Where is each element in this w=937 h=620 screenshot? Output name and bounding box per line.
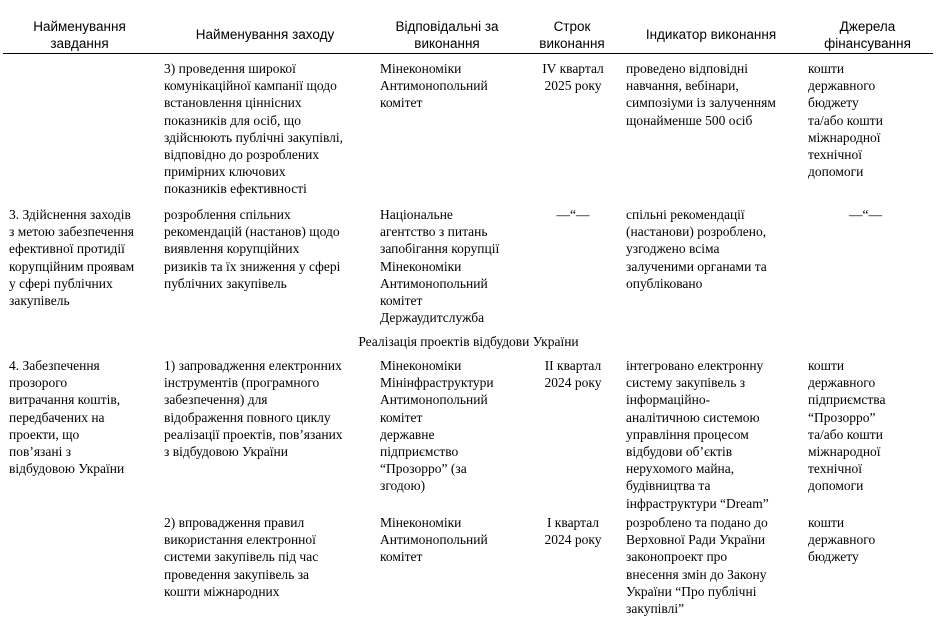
- row3-funding: кошти державного підприємства “Прозорро” та/або кошти міжнародної технічної допомоги: [808, 358, 886, 494]
- header-rule: [3, 53, 933, 54]
- header-funding: Джерела фінансування: [824, 19, 911, 51]
- row1-measure: 3) проведення широкої комунікаційної кампанії щодо встановлення ціннісних показників для осіб, що здійснюють публічні закупівлі, відповідно до розроблених примірних ключових показників ефективності: [164, 61, 344, 197]
- row3-deadline: II квартал 2024 року: [544, 358, 602, 391]
- section-title: Реалізація проектів відбудови України: [358, 334, 579, 349]
- row1-funding: кошти державного бюджету та/або кошти міжнародної технічної допомоги: [808, 61, 883, 180]
- row4-deadline: I квартал 2024 року: [544, 515, 602, 548]
- row2-indicator: спільні рекомендації (настанови) розроблено, узгоджено всіма залученими органами та опубліковано: [626, 207, 767, 291]
- row4-funding: кошти державного бюджету: [808, 515, 876, 565]
- header-measure: Найменування заходу: [195, 27, 335, 42]
- row3-task: 4. Забезпечення прозорого витрачання коштів, передбачених на проекти, що пов’язані з відбудовою України: [9, 358, 125, 477]
- row2-responsible: Національне агентство з питань запобігання корупції Мінекономіки Антимонопольний комітет Держаудитслужба: [380, 207, 500, 326]
- header-deadline: Строк виконання: [539, 19, 605, 51]
- row2-deadline: —“—: [556, 207, 590, 222]
- row2-funding: —“—: [849, 207, 882, 222]
- row2-task: 3. Здійснення заходів з метою забезпечення ефективної протидії корупційним проявам у сфері публічних закупівель: [9, 207, 135, 309]
- header-task: Найменування завдання: [33, 19, 126, 51]
- row3-responsible: Мінекономіки Мінінфраструктури Антимонопольний комітет державне підприємство “Прозорро” (за згодою): [380, 358, 494, 494]
- row4-indicator: розроблено та подано до Верховної Ради України законопроект про внесення змін до Закону України “Про публічні закупівлі”: [626, 515, 768, 617]
- row4-responsible: Мінекономіки Антимонопольний комітет: [380, 515, 488, 565]
- row3-indicator: інтегровано електронну систему закупівель з інформаційно- аналітичною системою управління процесом відбудови об’єктів нерухомого майна, будівництва та інфраструктури “Dream”: [626, 358, 769, 511]
- row4-measure: 2) впровадження правил використання електронної системи закупівель під час проведення закупівель за кошти міжнародних: [164, 515, 319, 599]
- header-indicator: Індикатор виконання: [645, 27, 777, 42]
- row1-responsible: Мінекономіки Антимонопольний комітет: [380, 61, 488, 111]
- row1-deadline: IV квартал 2025 року: [542, 61, 604, 94]
- row1-indicator: проведено відповідні навчання, вебінари, симпозіуми із залученням щонайменше 500 осіб: [626, 61, 776, 128]
- row2-measure: розроблення спільних рекомендацій (настанов) щодо виявлення корупційних ризиків та їх зниження у сфері публічних закупівель: [164, 207, 341, 291]
- row3-measure: 1) запровадження електронних інструментів (програмного забезпечення) для відображення повного циклу реалізації проектів, пов’язаних з відбудовою України: [164, 358, 343, 460]
- header-responsible: Відповідальні за виконання: [395, 19, 499, 51]
